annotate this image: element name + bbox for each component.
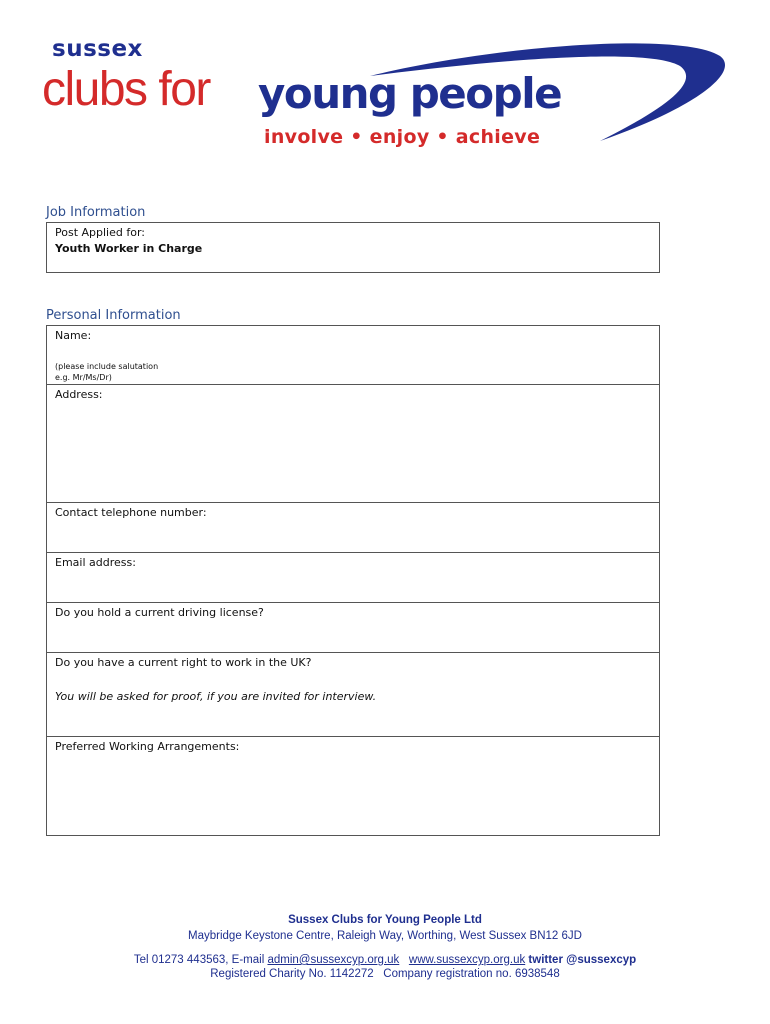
job-information-box	[46, 222, 660, 273]
footer-twitter-handle[interactable]: @sussexcyp	[566, 954, 637, 966]
footer-company-number: Company registration no. 6938548	[383, 968, 560, 980]
name-hint-line-1: (please include salutation	[55, 362, 159, 371]
name-label: Name:	[55, 329, 92, 342]
logo-tagline: involve • enjoy • achieve	[264, 126, 541, 148]
address-field[interactable]	[47, 384, 659, 503]
personal-information-heading: Personal Information	[46, 308, 181, 323]
footer-address: Maybridge Keystone Centre, Raleigh Way, Worthing, West Sussex BN12 6JD	[188, 930, 582, 942]
address-label: Address:	[55, 388, 103, 401]
footer-contact-line	[0, 954, 770, 966]
footer-charity-number: Registered Charity No. 1142272	[210, 968, 374, 980]
job-information-heading: Job Information	[46, 205, 146, 220]
name-field[interactable]	[47, 326, 659, 384]
phone-label: Contact telephone number:	[55, 506, 207, 519]
footer-twitter-label: twitter	[528, 954, 563, 966]
logo-young-people-text: young people	[258, 69, 562, 118]
footer-registration-line	[0, 968, 770, 980]
email-label: Email address:	[55, 556, 136, 569]
logo-sussex-text: sussex	[52, 36, 143, 62]
working-arrangements-field[interactable]	[47, 736, 659, 836]
post-applied-label: Post Applied for:	[55, 226, 145, 239]
footer-org-name: Sussex Clubs for Young People Ltd	[288, 914, 482, 926]
name-hint-line-2: e.g. Mr/Ms/Dr)	[55, 373, 112, 382]
post-applied-value: Youth Worker in Charge	[55, 242, 203, 255]
organization-logo	[40, 36, 730, 156]
email-field[interactable]	[47, 552, 659, 603]
post-applied-field[interactable]	[47, 223, 659, 272]
phone-field[interactable]	[47, 502, 659, 553]
footer-website-link[interactable]: www.sussexcyp.org.uk	[408, 954, 526, 966]
footer-tel: Tel 01273 443563, E-mail	[133, 954, 268, 966]
footer-email-link[interactable]: admin@sussexcyp.org.uk	[267, 954, 400, 966]
personal-information-box	[46, 325, 660, 836]
working-arrangements-label: Preferred Working Arrangements:	[55, 740, 240, 753]
right-to-work-field[interactable]	[47, 652, 659, 737]
driving-license-field[interactable]	[47, 602, 659, 653]
right-to-work-label: Do you have a current right to work in the UK?	[55, 656, 312, 669]
logo-clubs-for-text: clubs for	[42, 63, 210, 116]
driving-license-label: Do you hold a current driving license?	[55, 606, 264, 619]
right-to-work-note: You will be asked for proof, if you are invited for interview.	[55, 690, 377, 703]
